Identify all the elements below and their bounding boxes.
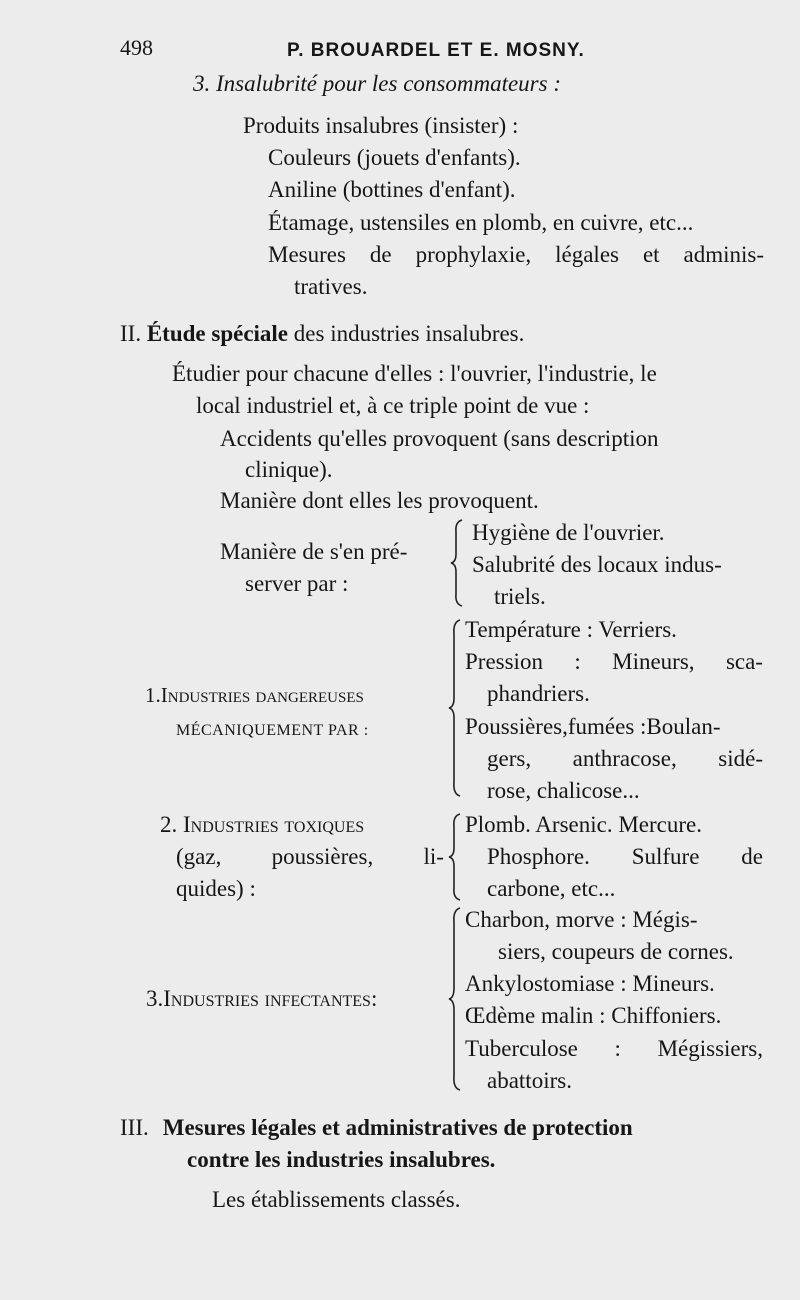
running-title: P. BROUARDEL ET E. MOSNY.	[287, 40, 585, 61]
part-2-bold-title: Étude spéciale	[146, 321, 289, 346]
page-number: 498	[120, 35, 153, 60]
part-3-heading	[120, 1114, 766, 1142]
group-2-item: carbone, etc...	[487, 876, 616, 901]
group-1-label-line-2	[176, 714, 369, 745]
group-1-item: phandriers.	[487, 681, 590, 706]
text-line: Aniline (bottines d'enfant).	[268, 177, 516, 202]
part-2-title-rest: des industries insalubres.	[293, 321, 525, 346]
text-line: Manière dont elles les provoquent.	[220, 488, 539, 513]
group-2-item: Phosphore. Sulfure de	[487, 844, 763, 869]
group-3-item: Charbon, morve : Mégis-	[465, 907, 698, 932]
text-line: local industriel et, à ce triple point de vue :	[196, 393, 590, 418]
part-3-number: III.	[120, 1115, 149, 1140]
part-3-title-line: Mesures légales et administratives de protection	[162, 1115, 633, 1140]
group-2-label-line: quides) :	[176, 876, 256, 901]
group-3-item: Œdème malin : Chiffoniers.	[465, 1003, 722, 1028]
group-3-label	[146, 985, 377, 1013]
part-3-body: Les établissements classés.	[212, 1187, 461, 1212]
brace-icon	[448, 518, 470, 608]
text-line: Accidents qu'elles provoquent (sans description	[220, 426, 659, 451]
part-3-title-line: contre les industries insalubres.	[187, 1147, 496, 1172]
group-1-label-text: MÉCANIQUEMENT PAR :	[176, 722, 369, 739]
group-3-item: siers, coupeurs de cornes.	[498, 939, 734, 964]
group-1-item: gers, anthracose, sidé-	[487, 746, 763, 771]
text-line: Produits insalubres (insister) :	[243, 113, 519, 138]
group-3-label-text: 3.Industries infectantes:	[146, 986, 378, 1011]
preserve-label-line: server par :	[245, 571, 349, 596]
brace-icon	[446, 618, 468, 798]
group-1-item: Température : Verriers.	[465, 617, 677, 642]
preserve-item: Hygiène de l'ouvrier.	[472, 520, 665, 545]
text-line: Couleurs (jouets d'enfants).	[268, 145, 521, 170]
part-2-heading	[120, 320, 524, 348]
part-2-number: II.	[120, 321, 142, 346]
group-3-item: Tuberculose : Mégissiers,	[465, 1036, 763, 1061]
group-1-label	[145, 681, 364, 709]
preserve-label-line: Manière de s'en pré-	[220, 539, 408, 564]
group-3-item: abattoirs.	[487, 1068, 572, 1093]
group-1-item: Poussières,fumées :Boulan-	[465, 714, 721, 739]
section-3-heading: 3. Insalubrité pour les consommateurs :	[193, 71, 561, 96]
text-line: Étudier pour chacune d'elles : l'ouvrier, l'industrie, le	[172, 361, 657, 386]
text-line: Mesures de prophylaxie, légales et adminis-	[268, 242, 764, 267]
group-2-item: Plomb. Arsenic. Mercure.	[465, 812, 702, 837]
group-1-label-text: 1.Industries dangereuses	[145, 683, 364, 707]
group-2-label-text: 2. Industries toxiques	[160, 812, 365, 837]
text-line: clinique).	[245, 457, 333, 482]
preserve-item: Salubrité des locaux indus-	[472, 552, 722, 577]
preserve-item: triels.	[494, 584, 546, 609]
group-1-item: Pression : Mineurs, sca-	[465, 649, 763, 674]
group-2-label-line: (gaz, poussières, li-	[176, 844, 444, 869]
text-line: tratives.	[294, 274, 368, 299]
text-line: Étamage, ustensiles en plomb, en cuivre, etc...	[268, 210, 694, 235]
group-1-item: rose, chalicose...	[487, 778, 640, 803]
group-2-label	[160, 811, 364, 839]
group-3-item: Ankylostomiase : Mineurs.	[465, 971, 715, 996]
